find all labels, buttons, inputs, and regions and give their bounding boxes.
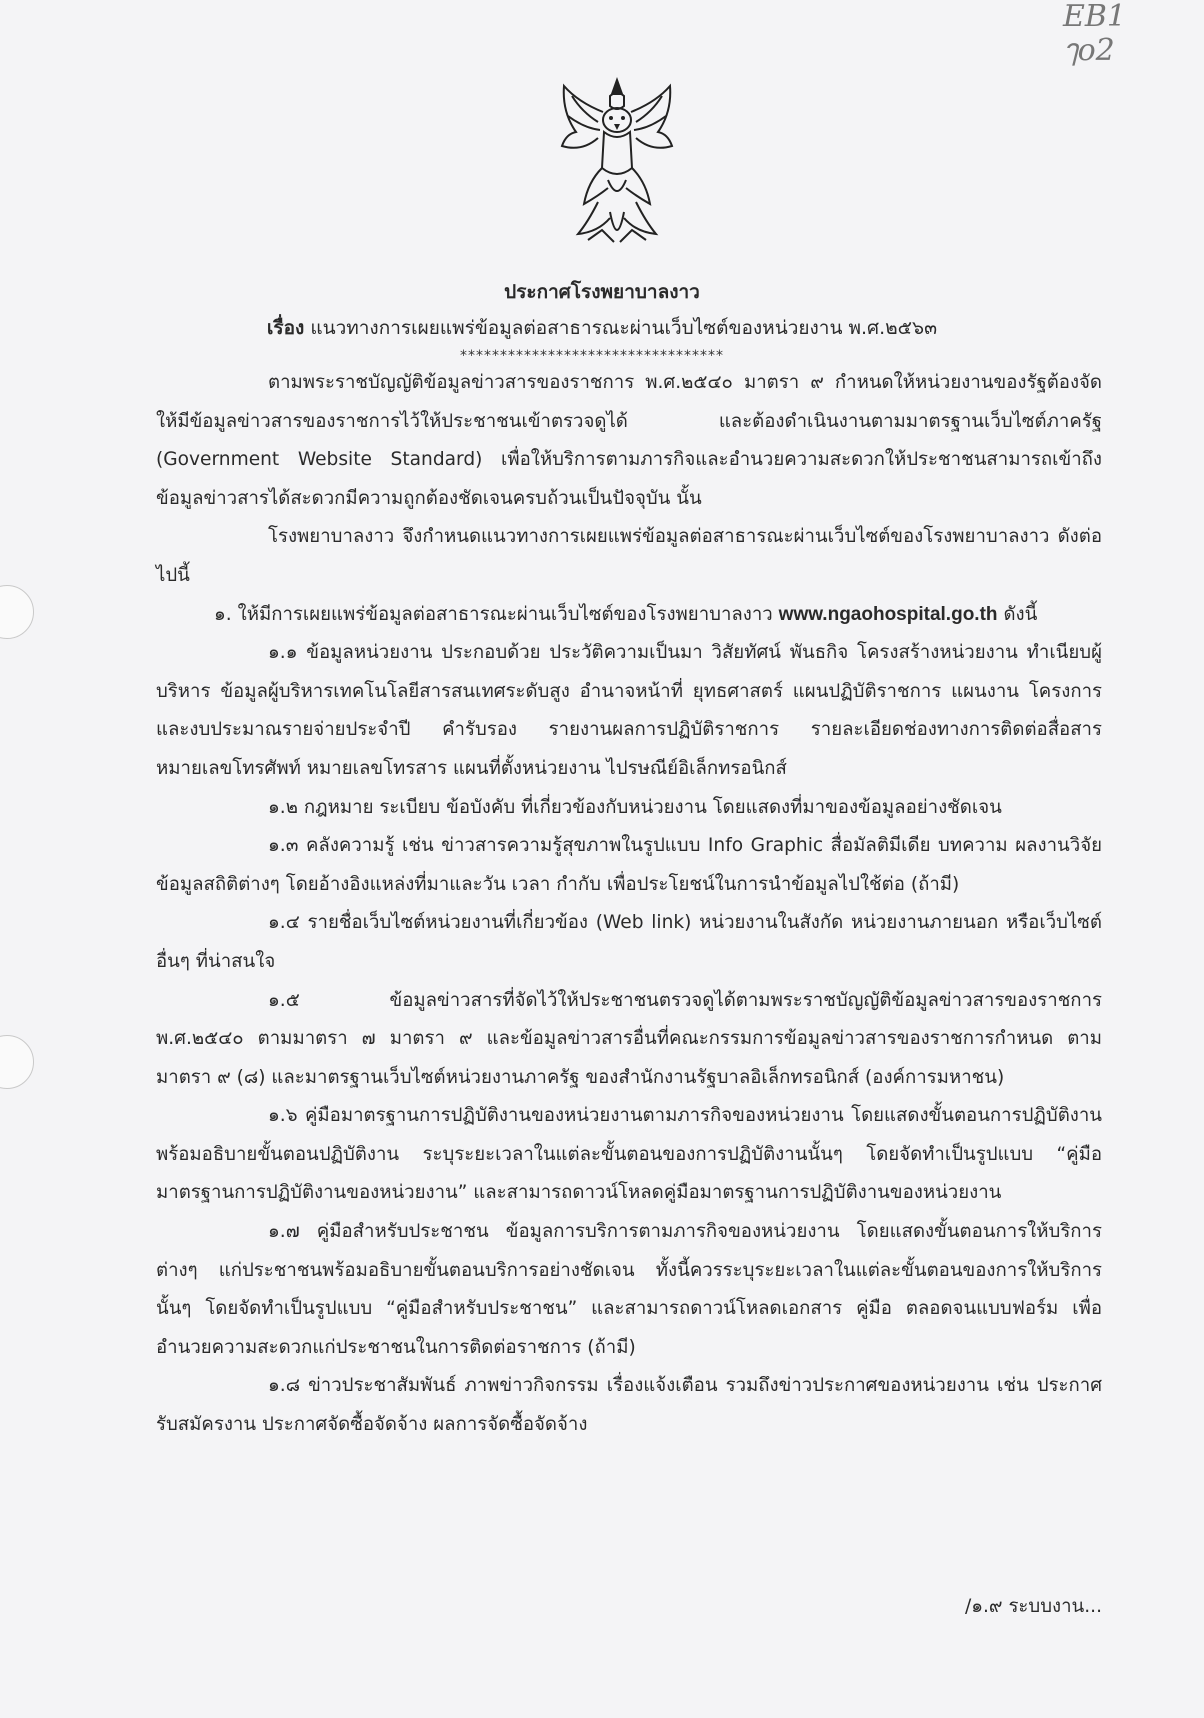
handwritten-note-line-1: EB1	[1062, 0, 1126, 34]
paragraph-item-1-4: ๑.๔ รายชื่อเว็บไซต์หน่วยงานที่เกี่ยวข้อง (Web link) หน่วยงานในสังกัด หน่วยงานภายนอก หรือเว็บไซต์อื่นๆ ที่น่าสนใจ	[156, 912, 1102, 972]
separator-line: *********************************	[460, 348, 724, 364]
item-1-text: ๑. ให้มีการเผยแพร่ข้อมูลต่อสาธารณะผ่านเว็บไซต์ของโรงพยาบาลงาว	[214, 603, 773, 625]
subject-text: แนวทางการเผยแพร่ข้อมูลต่อสาธารณะผ่านเว็บไซต์ของหน่วยงาน พ.ศ.๒๕๖๓	[310, 317, 938, 339]
announcement-title	[0, 277, 1204, 307]
website-url: www.ngaohospital.go.th	[778, 603, 998, 625]
paragraph-item-1-6: ๑.๖ คู่มือมาตรฐานการปฏิบัติงานของหน่วยงานตามภารกิจของหน่วยงาน โดยแสดงขั้นตอนการปฏิบัติงานพร้อมอธิบายขั้นตอนปฏิบัติงาน ระบุระยะเวลาในแต่ละขั้นตอนของการปฏิบัติงานนั้นๆ โดยจัดทำเป็นรูปแบบ “คู่มือมาตรฐานการปฏิบัติงานของหน่วยงาน” และสามารถดาวน์โหลดคู่มือมาตรฐานการปฏิบัติงานของหน่วยงาน	[156, 1105, 1102, 1204]
punch-hole-top	[0, 585, 34, 639]
garuda-emblem-icon	[558, 72, 676, 252]
paragraph-item-1-8: ๑.๘ ข่าวประชาสัมพันธ์ ภาพข่าวกิจกรรม เรื่องแจ้งเตือน รวมถึงข่าวประกาศของหน่วยงาน เช่น ประกาศรับสมัครงาน ประกาศจัดซื้อจัดจ้าง ผลการจัดซื้อจัดจ้าง	[156, 1375, 1102, 1436]
item-1-tail: ดังนี้	[1003, 603, 1038, 625]
handwritten-note	[1063, 0, 1126, 68]
paragraph-intro: ตามพระราชบัญญัติข้อมูลข่าวสารของราชการ พ.ศ.๒๕๔๐ มาตรา ๙ กำหนดให้หน่วยงานของรัฐต้องจัดให้มีข้อมูลข่าวสารของราชการไว้ให้ประชาชนเข้าตรวจดูได้ และต้องดำเนินงานตามมาตรฐานเว็บไซต์ภาครัฐ (Government Website Standard) เพื่อให้บริการตามภารกิจและอำนวยความสะดวกให้ประชาชนสามารถเข้าถึงข้อมูลข่าวสารได้สะดวกมีความถูกต้องชัดเจนครบถ้วนเป็นปัจจุบัน นั้น	[156, 372, 1102, 509]
paragraph-item-1-7: ๑.๗ คู่มือสำหรับประชาชน ข้อมูลการบริการตามภารกิจของหน่วยงาน โดยแสดงขั้นตอนการให้บริการต่างๆ แก่ประชาชนพร้อมอธิบายขั้นตอนบริการอย่างชัดเจน ทั้งนี้ควรระบุระยะเวลาในแต่ละขั้นตอนของการให้บริการนั้นๆ โดยจัดทำเป็นรูปแบบ “คู่มือสำหรับประชาชน” และสามารถดาวน์โหลดเอกสาร คู่มือ ตลอดจนแบบฟอร์ม เพื่ออำนวยความสะดวกแก่ประชาชนในการติดต่อราชการ (ถ้ามี)	[156, 1221, 1102, 1358]
punch-hole-bottom	[0, 1035, 34, 1089]
paragraph-item-1-2: ๑.๒ กฎหมาย ระเบียบ ข้อบังคับ ที่เกี่ยวข้องกับหน่วยงาน โดยแสดงที่มาของข้อมูลอย่างชัดเจน	[268, 796, 1002, 818]
announcement-subject	[0, 313, 1204, 343]
paragraph-item-1-5: ๑.๕ ข้อมูลข่าวสารที่จัดไว้ให้ประชาชนตรวจดูได้ตามพระราชบัญญัติข้อมูลข่าวสารของราชการ พ.ศ.๒๕๔๐ ตามมาตรา ๗ มาตรา ๙ และข้อมูลข่าวสารอื่นที่คณะกรรมการข้อมูลข่าวสารของราชการกำหนด ตามมาตรา ๙ (๘) และมาตรฐานเว็บไซต์หน่วยงานภาครัฐ ของสำนักงานรัฐบาลอิเล็กทรอนิกส์ (องค์การมหาชน)	[156, 989, 1102, 1088]
document-body	[156, 364, 1102, 1445]
paragraph-item-1-3: ๑.๓ คลังความรู้ เช่น ข่าวสารความรู้สุขภาพในรูปแบบ Info Graphic สื่อมัลติมีเดีย บทความ ผลงานวิจัย ข้อมูลสถิติต่างๆ โดยอ้างอิงแหล่งที่มาและวัน เวลา กำกับ เพื่อประโยชน์ในการนำข้อมูลไปใช้ต่อ (ถ้ามี)	[156, 835, 1102, 895]
handwritten-note-line-2: ๅo2	[1062, 33, 1115, 68]
continuation-note: /๑.๙ ระบบงาน...	[964, 1596, 1102, 1617]
paragraph-item-1	[156, 596, 1102, 635]
subject-label: เรื่อง	[266, 317, 305, 339]
announcement-title-text: ประกาศโรงพยาบาลงาว	[504, 281, 700, 303]
paragraph-declaration: โรงพยาบาลงาว จึงกำหนดแนวทางการเผยแพร่ข้อมูลต่อสาธารณะผ่านเว็บไซต์ของโรงพยาบาลงาว ดังต่อไปนี้	[156, 526, 1102, 586]
paragraph-item-1-1: ๑.๑ ข้อมูลหน่วยงาน ประกอบด้วย ประวัติความเป็นมา วิสัยทัศน์ พันธกิจ โครงสร้างหน่วยงาน ทำเนียบผู้บริหาร ข้อมูลผู้บริหารเทคโนโลยีสารสนเทศระดับสูง อำนาจหน้าที่ ยุทธศาสตร์ แผนปฏิบัติราชการ แผนงาน โครงการ และงบประมาณรายจ่ายประจำปี คำรับรอง รายงานผลการปฏิบัติราชการ รายละเอียดช่องทางการติดต่อสื่อสาร หมายเลขโทรศัพท์ หมายเลขโทรสาร แผนที่ตั้งหน่วยงาน ไปรษณีย์อิเล็กทรอนิกส์	[156, 642, 1102, 779]
